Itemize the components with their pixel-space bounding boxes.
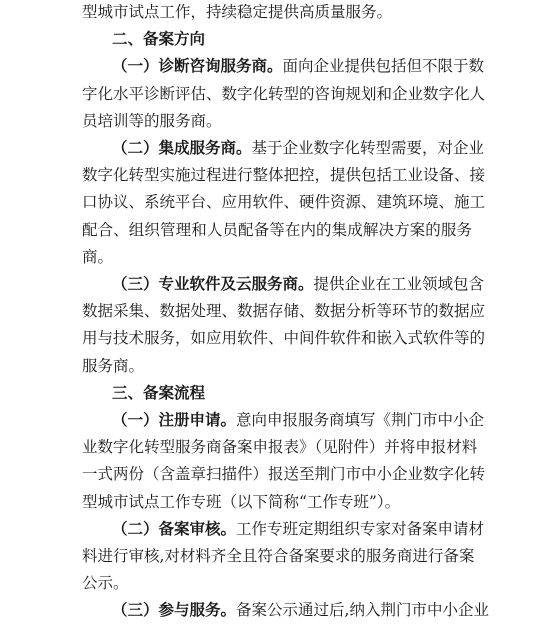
section-heading <box>112 25 472 53</box>
paragraph-line: 料进行审核,对材料齐全且符合备案要求的服务商进行备案 <box>82 547 475 565</box>
paragraph-line: 员培训等的服务商。 <box>82 111 222 130</box>
item-lead: （一）注册申请。 <box>112 410 237 429</box>
section-heading-text: 二、备案方向 <box>112 30 206 49</box>
list-item-line <box>112 515 485 543</box>
list-item-line <box>112 270 485 298</box>
item-lead: （二）集成服务商。 <box>112 138 252 157</box>
item-lead: （一）诊断咨询服务商。 <box>112 56 283 76</box>
item-text: 备案公示通过后,纳入荆门市中小企业 <box>236 601 489 620</box>
item-text: 基于企业数字化转型需要，对企业 <box>251 139 485 157</box>
list-item-line <box>112 52 485 80</box>
item-text: 工作专班定期组织专家对备案申请材 <box>236 519 485 538</box>
list-item-line <box>112 406 485 434</box>
item-lead: （二）备案审核。 <box>112 518 237 538</box>
item-text: 意向申报服务商填写《荆门市中小企 <box>236 411 485 429</box>
paragraph-line: 型城市试点工作专班（以下简称“工作专班”）。 <box>82 492 401 511</box>
paragraph-line: 公示。 <box>82 574 129 593</box>
paragraph-line: 数据采集、数据处理、数据存储、数据分析等环节的数据应 <box>82 302 486 321</box>
item-lead: （三）专业软件及云服务商。 <box>112 274 314 293</box>
paragraph-line: 服务商。 <box>82 356 145 375</box>
list-item-line <box>112 596 489 624</box>
paragraph-line: 数字化转型实施过程进行整体把控，提供包括工业设备、接 <box>82 166 486 185</box>
paragraph-line: 口协议、系统平台、应用软件、硬件资源、建筑环境、施工 <box>82 193 486 212</box>
paragraph-line: 一式两份（含盖章扫描件）报送至荆门市中小企业数字化转 <box>82 465 486 484</box>
paragraph-line: 型城市试点工作，持续稳定提供高质量服务。 <box>82 3 393 21</box>
paragraph-line: 字化水平诊断评估、数字化转型的咨询规划和企业数字化人 <box>82 84 486 103</box>
item-text: 面向企业提供包括但不限于数 <box>282 57 485 76</box>
paragraph-line: 用与技术服务，如应用软件、中间件软件和嵌入式软件等的 <box>82 329 486 348</box>
section-heading-text: 三、备案流程 <box>112 383 206 402</box>
paragraph-line: 配合、组织管理和人员配备等在内的集成解决方案的服务 <box>82 220 472 239</box>
item-text: 提供企业在工业领域包含 <box>313 275 485 293</box>
paragraph-line: 商。 <box>82 247 114 266</box>
list-item-line <box>112 134 485 162</box>
item-lead: （三）参与服务。 <box>112 600 237 620</box>
section-heading <box>112 379 472 407</box>
paragraph-line: 业数字化转型服务商备案申报表》（见附件）并将申报材料 <box>82 438 478 457</box>
